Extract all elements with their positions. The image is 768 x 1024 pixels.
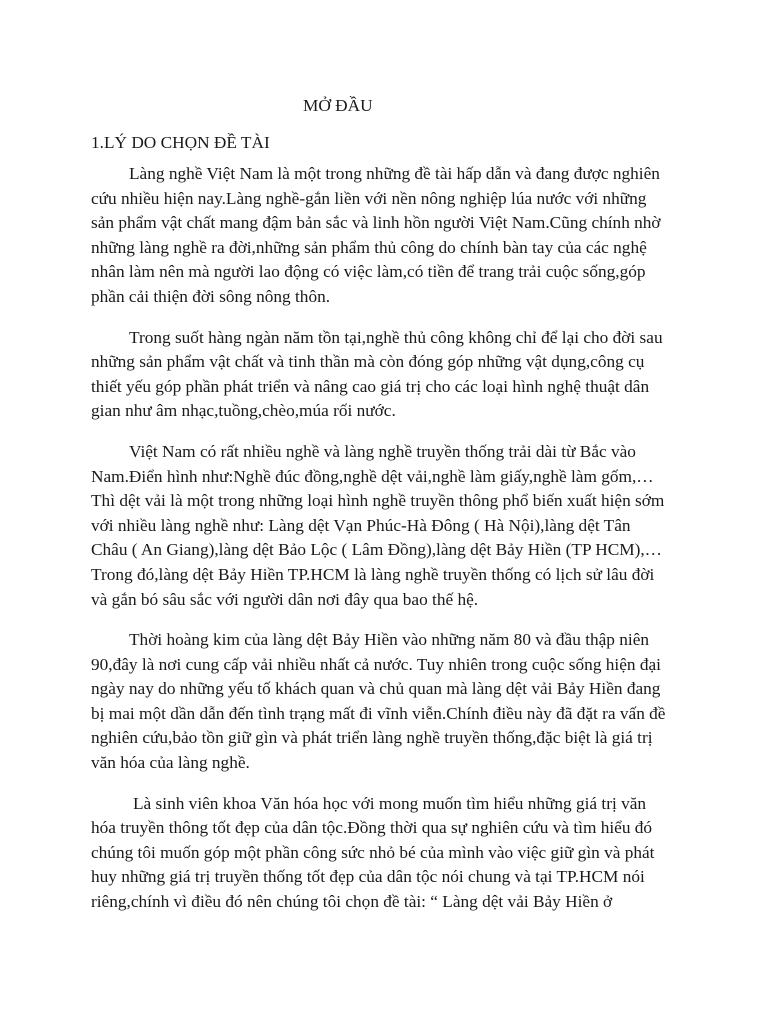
paragraph-line: huy những giá trị truyền thống tốt đẹp của dân tộc nói chung và tại TP.HCM nói	[91, 867, 645, 887]
paragraph-line: và gắn bó sâu sắc với người dân nơi đây qua bao thế hệ.	[91, 589, 479, 609]
paragraph-line: Thời hoàng kim của làng dệt Bảy Hiền vào những năm 80 và đầu thập niên	[129, 630, 650, 650]
paragraph-line: với nhiều làng nghề như: Làng dệt Vạn Phúc-Hà Đông ( Hà Nội),làng dệt Tân	[91, 515, 631, 535]
paragraph-line: những làng nghề ra đời,những sản phẩm thủ công do chính bàn tay của các nghệ	[91, 237, 647, 257]
paragraph-line: nghiên cứu,bảo tồn giữ gìn và phát triển làng nghề truyền thống,đặc biệt là giá trị	[91, 728, 653, 748]
paragraph-line: sản phẩm vật chất mang đậm bản sắc và linh hồn người Việt Nam.Cũng chính nhờ	[91, 213, 661, 233]
paragraph-4	[91, 628, 675, 776]
paragraph-line: gian như âm nhạc,tuồng,chèo,múa rối nước.	[91, 401, 396, 421]
paragraph-line: chúng tôi muốn góp một phần công sức nhỏ bé của mình vào việc giữ gìn và phát	[91, 842, 655, 862]
paragraph-line: Là sinh viên khoa Văn hóa học với mong muốn tìm hiểu những giá trị văn	[133, 793, 647, 813]
paragraph-line: cứu nhiều hiện nay.Làng nghề-gắn liền với nền nông nghiệp lúa nước với những	[91, 188, 647, 208]
paragraph-2	[91, 326, 675, 424]
paragraph-line: 90,đây là nơi cung cấp vải nhiều nhất cả nước. Tuy nhiên trong cuộc sống hiện đại	[91, 654, 661, 674]
paragraph-line: Trong suốt hàng ngàn năm tồn tại,nghề thủ công không chỉ để lại cho đời sau	[129, 327, 663, 347]
paragraph-line: những sản phẩm vật chất và tinh thần mà còn đóng góp những vật dụng,công cụ	[91, 352, 645, 372]
paragraph-line: Thì dệt vải là một trong những loại hình nghề truyền thông phổ biến xuất hiện sớm	[91, 491, 665, 511]
paragraph-line: Châu ( An Giang),làng dệt Bảo Lộc ( Lâm Đồng),làng dệt Bảy Hiền (TP HCM),…	[91, 540, 662, 560]
paragraph-1	[91, 162, 675, 310]
paragraph-line: Nam.Điển hình như:Nghề đúc đồng,nghề dệt vải,nghề làm giấy,nghề làm gốm,…	[91, 466, 654, 486]
paragraph-line: ngày nay do những yếu tố khách quan và chủ quan mà làng dệt vải Bảy Hiền đang	[91, 679, 661, 699]
paragraph-5	[91, 792, 675, 915]
paragraph-3	[91, 440, 675, 612]
paragraph-line: Làng nghề Việt Nam là một trong những đề tài hấp dẫn và đang được nghiên	[129, 164, 660, 183]
paragraph-line: văn hóa của làng nghề.	[91, 753, 250, 773]
paragraph-line: Việt Nam có rất nhiều nghề và làng nghề truyền thống trải dài từ Bắc vào	[129, 441, 636, 461]
paragraph-line: Trong đó,làng dệt Bảy Hiền TP.HCM là làng nghề truyền thống có lịch sử lâu đời	[91, 564, 655, 584]
paragraph-line: thiết yếu góp phần phát triển và nâng cao giá trị cho các loại hình nghệ thuật dân	[91, 376, 650, 396]
paragraph-line: riêng,chính vì điều đó nên chúng tôi chọn đề tài: “ Làng dệt vải Bảy Hiền ở	[91, 892, 613, 912]
body-text	[91, 162, 675, 931]
paragraph-line: bị mai một dần dẫn đến tình trạng mất đi vĩnh viễn.Chính điều này đã đặt ra vấn đề	[91, 703, 666, 723]
paragraph-line: nhân làm nên mà người lao động có việc làm,có tiền để trang trải cuộc sống,góp	[91, 262, 646, 282]
section-heading: 1.LÝ DO CHỌN ĐỀ TÀI	[91, 133, 270, 152]
paragraph-line: phần cải thiện đời sông nông thôn.	[91, 286, 331, 306]
paragraph-line: hóa truyền thông tốt đẹp của dân tộc.Đồng thời qua sự nghiên cứu và tìm hiểu đó	[91, 818, 653, 838]
document-title: MỞ ĐẦU	[303, 96, 373, 115]
